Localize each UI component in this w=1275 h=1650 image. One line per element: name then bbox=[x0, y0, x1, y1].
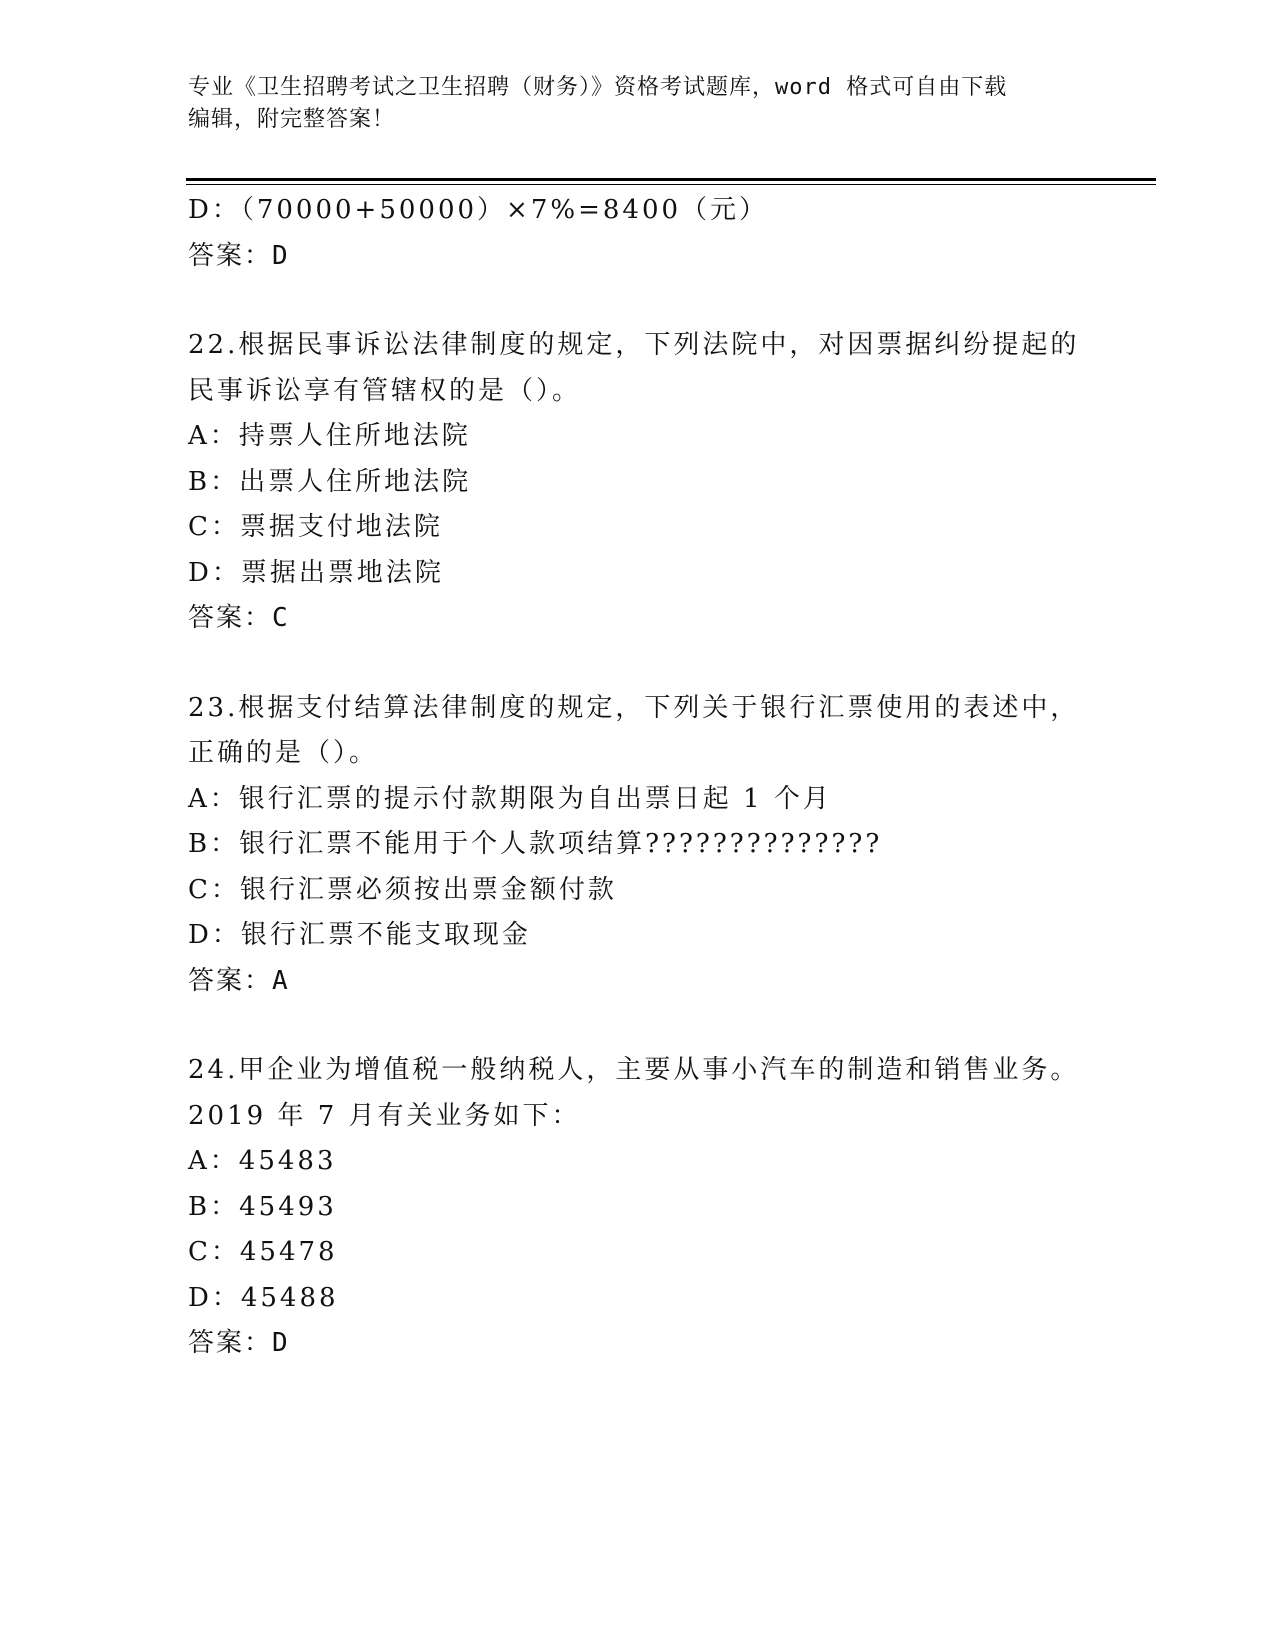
question-24 bbox=[188, 1048, 1088, 1367]
question-stem-line-1: 22.根据民事诉讼法律制度的规定，下列法院中，对因票据纠纷提起的 bbox=[188, 330, 1080, 360]
option-b: B：出票人住所地法院 bbox=[188, 466, 472, 497]
answer-line: 答案：D bbox=[188, 240, 290, 271]
option-b: B：银行汇票不能用于个人款项结算?????????????? bbox=[188, 829, 883, 859]
answer-line: 答案：C bbox=[188, 603, 290, 633]
question-stem-line-1: 23.根据支付结算法律制度的规定，下列关于银行汇票使用的表述中， bbox=[188, 692, 1080, 723]
option-a: A：持票人住所地法院 bbox=[188, 421, 471, 451]
option-a: A：45483 bbox=[188, 1146, 337, 1176]
header-rule-thick bbox=[186, 178, 1156, 181]
header-line-2: 编辑，附完整答案！ bbox=[188, 107, 396, 132]
option-d: D：银行汇票不能支取现金 bbox=[188, 920, 531, 950]
option-d: D：票据出票地法院 bbox=[188, 557, 444, 588]
option-c: C：票据支付地法院 bbox=[188, 512, 443, 542]
answer-line: 答案：A bbox=[188, 965, 290, 996]
answer-line: 答案：D bbox=[188, 1328, 290, 1358]
option-d: D：45488 bbox=[188, 1282, 339, 1313]
previous-question-tail bbox=[188, 188, 1088, 279]
option-c: C：银行汇票必须按出票金额付款 bbox=[188, 874, 617, 905]
question-list bbox=[188, 188, 1088, 1367]
document-header bbox=[188, 72, 1068, 136]
question-stem-line-2: 正确的是（）。 bbox=[188, 738, 379, 768]
option-a: A：银行汇票的提示付款期限为自出票日起 1 个月 bbox=[188, 783, 832, 814]
question-stem-line-2: 2019 年 7 月有关业务如下： bbox=[188, 1100, 581, 1131]
option-d: D：（70000+50000）×7%=8400（元） bbox=[188, 195, 769, 225]
question-stem-line-2: 民事诉讼享有管辖权的是（）。 bbox=[188, 375, 582, 406]
header-line-1: 专业《卫生招聘考试之卫生招聘（财务）》资格考试题库，word 格式可自由下载 bbox=[188, 75, 1008, 100]
header-rule-thin bbox=[186, 184, 1156, 185]
question-22 bbox=[188, 323, 1088, 642]
question-stem-line-1: 24.甲企业为增值税一般纳税人，主要从事小汽车的制造和销售业务。 bbox=[188, 1055, 1080, 1085]
option-c: C：45478 bbox=[188, 1237, 338, 1267]
option-b: B：45493 bbox=[188, 1191, 337, 1222]
question-23 bbox=[188, 686, 1088, 1005]
